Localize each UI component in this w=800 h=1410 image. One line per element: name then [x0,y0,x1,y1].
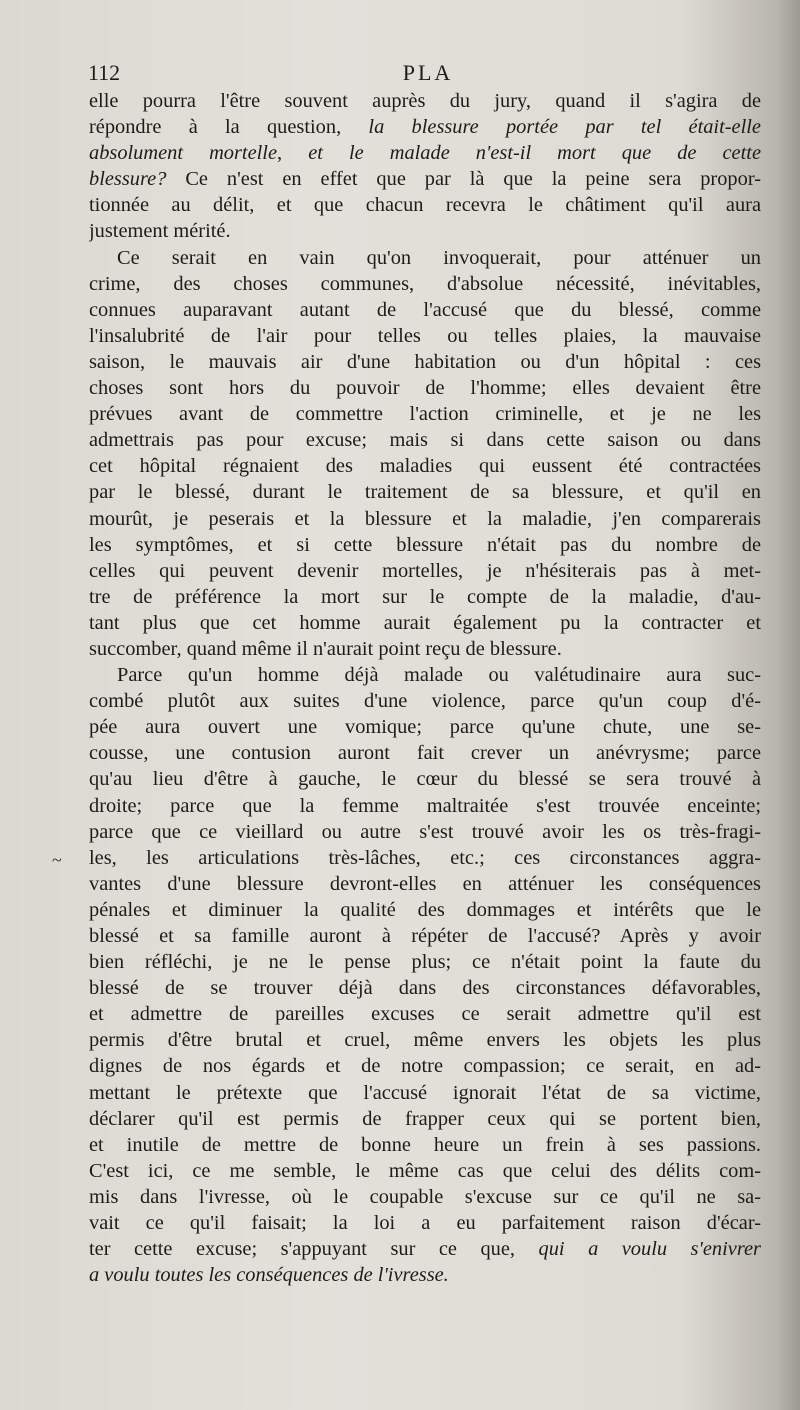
text-line [89,610,761,636]
text-line [89,1132,761,1158]
text-line [89,532,761,558]
text-line [89,923,761,949]
text-segment: pée aura ouvert une vomique; parce qu'une chute, une se- [89,716,761,739]
italic-text: qui a voulu s'enivrer [538,1238,761,1261]
text-segment: parce que ce vieillard ou autre s'est trouvé avoir les os très-fragi- [89,820,761,843]
text-segment: cet hôpital régnaient des maladies qui eussent été contractées [89,455,761,478]
text-segment: combé plutôt aux suites d'une violence, parce qu'un coup d'é- [89,690,761,713]
text-segment: mettant le prétexte que l'accusé ignorait l'état de sa victime, [89,1081,761,1104]
text-line [89,714,761,740]
text-line [89,479,761,505]
text-line [89,845,761,871]
text-segment: qu'au lieu d'être à gauche, le cœur du blessé se sera trouvé à [89,768,761,791]
text-line [89,245,761,271]
text-line [89,427,761,453]
page-number: 112 [88,60,121,85]
text-segment: tre de préférence la mort sur le compte de la maladie, d'au- [89,585,761,608]
text-line [89,793,761,819]
text-segment: Parce qu'un homme déjà malade ou valétudinaire aura suc- [117,664,761,687]
text-segment: crime, des choses communes, d'absolue nécessité, inévitables, [89,272,761,295]
text-segment: les, les articulations très-lâches, etc.; ces circonstances aggra- [89,846,761,869]
text-segment: droite; parce que la femme maltraitée s'est trouvée enceinte; [89,794,761,817]
text-line [89,819,761,845]
text-line [89,271,761,297]
text-line [89,688,761,714]
text-line [89,871,761,897]
text-segment: mis dans l'ivresse, où le coupable s'excuse sur ce qu'il ne sa- [89,1185,761,1208]
text-segment: blessé de se trouver déjà dans des circonstances défavorables, [89,977,761,1000]
italic-text: a voulu toutes les conséquences de l'ivresse. [89,1264,449,1287]
text-line [89,740,761,766]
margin-mark: ~ [52,850,62,870]
text-line [89,114,761,140]
page-header [88,60,768,88]
italic-text: et le malade n'est-il mort que de cette [308,142,761,165]
text-segment: tant plus que cet homme aurait également pu la contracter et [89,611,761,634]
text-line [89,558,761,584]
text-line [89,506,761,532]
text-segment: tionnée au délit, et que chacun recevra le châtiment qu'il aura [89,194,761,217]
text-segment: Ce serait en vain qu'on invoquerait, pour atténuer un [117,246,761,269]
text-segment: vait ce qu'il faisait; la loi a eu parfaitement raison d'écar- [89,1212,761,1235]
text-line [89,1027,761,1053]
italic-text: la blessure portée par tel était-elle [368,116,761,139]
text-line [89,166,761,192]
text-line [89,1080,761,1106]
text-line [89,949,761,975]
text-line [89,975,761,1001]
text-segment: répondre à la question, [89,116,369,139]
text-segment: saison, le mauvais air d'une habitation ou d'un hôpital : ces [89,350,761,373]
text-segment: mourût, je peserais et la blessure et la maladie, j'en comparerais [89,507,761,530]
text-line [89,1184,761,1210]
text-segment: permis d'être brutal et cruel, même envers les objets les plus [89,1029,761,1052]
text-line [89,636,761,662]
text-line [89,453,761,479]
text-segment: bien réfléchi, je ne le pense plus; ce n'était point la faute du [89,951,761,974]
text-segment: elle pourra l'être souvent auprès du jury, quand il s'agira de [89,90,761,112]
text-segment: déclarer qu'il est permis de frapper ceux qui se portent bien, [89,1107,761,1130]
text-segment: blessé et sa famille auront à répéter de l'accusé? Après y avoir [89,925,761,947]
body-text [89,88,761,1288]
text-line [89,297,761,323]
text-line [89,323,761,349]
text-line [89,897,761,923]
text-line [89,1236,761,1262]
text-segment: choses sont hors du pouvoir de l'homme; elles devaient être [89,377,761,400]
text-segment: et inutile de mettre de bonne heure un frein à ses passions. [89,1133,761,1156]
text-segment: les symptômes, et si cette blessure n'était pas du nombre de [89,533,761,556]
text-line [89,662,761,688]
text-segment: vantes d'une blessure devront-elles en atténuer les conséquences [89,872,761,895]
text-line [89,192,761,218]
running-head: PLA [402,60,454,85]
text-line [89,140,761,166]
text-segment: et admettre de pareilles excuses ce serait admettre qu'il est [89,1003,761,1026]
italic-text: absolument mortelle [89,142,278,165]
text-segment: , [277,142,309,165]
text-segment: admettrais pas pour excuse; mais si dans cette saison ou dans [89,429,761,452]
text-segment: succomber, quand même il n'aurait point reçu de blessure. [89,637,562,660]
text-line [89,401,761,427]
text-line [89,218,761,244]
text-segment: l'insalubrité de l'air pour telles ou telles plaies, la mauvaise [89,324,761,347]
text-line [89,766,761,792]
text-segment: celles qui peuvent devenir mortelles, je n'hésiterais pas à met- [89,559,761,582]
text-line [89,1053,761,1079]
text-line [89,349,761,375]
text-line [89,584,761,610]
text-line [89,1106,761,1132]
text-line [89,1001,761,1027]
text-line [89,1210,761,1236]
text-segment: connues auparavant autant de l'accusé que du blessé, comme [89,298,761,321]
text-line [89,1158,761,1184]
text-segment: par le blessé, durant le traitement de sa blessure, et qu'il en [89,481,761,504]
text-segment: ter cette excuse; s'appuyant sur ce que, [89,1238,539,1261]
text-segment: C'est ici, ce me semble, le même cas que celui des délits com- [89,1159,761,1182]
text-segment: dignes de nos égards et de notre compassion; ce serait, en ad- [89,1055,761,1078]
text-segment: prévues avant de commettre l'action criminelle, et je ne les [89,403,761,426]
italic-text: blessure? [89,168,167,191]
text-line [89,375,761,401]
text-segment: cousse, une contusion auront fait crever un anévrysme; parce [89,742,761,765]
text-segment: pénales et diminuer la qualité des dommages et intérêts que le [89,898,761,921]
text-line [89,88,761,114]
text-segment: Ce n'est en effet que par là que la peine sera propor- [166,168,761,191]
text-line [89,1262,761,1288]
text-segment: justement mérité. [89,220,231,243]
